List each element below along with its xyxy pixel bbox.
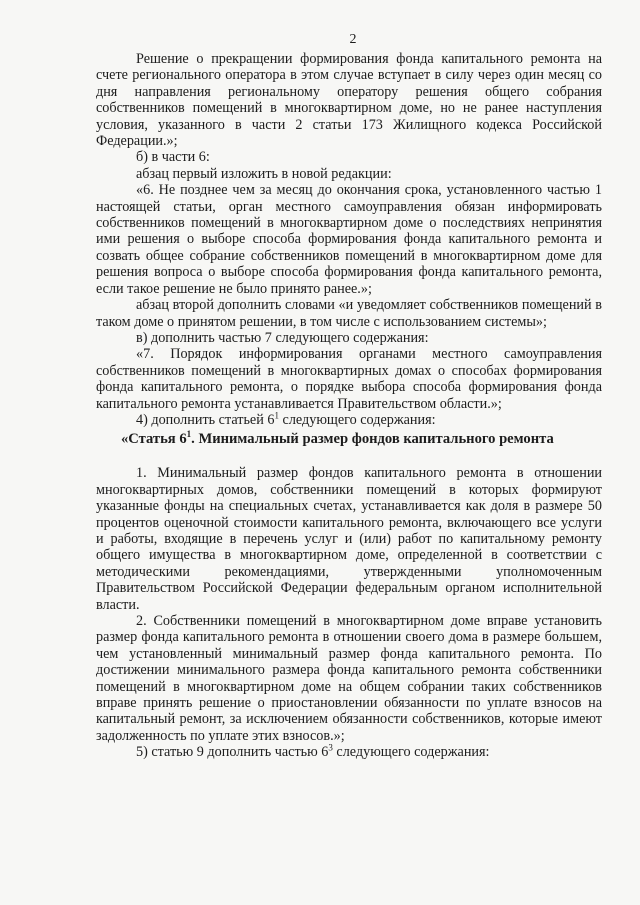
page-number: 2 xyxy=(349,32,357,47)
paragraph-item-v: в) дополнить частью 7 следующего содержания: xyxy=(136,329,429,346)
item-4-tail: следующего содержания: xyxy=(278,411,436,428)
article-heading xyxy=(96,431,602,448)
paragraph-item-4 xyxy=(96,412,602,428)
paragraph-second-abzac: абзац второй дополнить словами «и уведомляет собственников помещений в таком доме о принятом решении, в том числе с использованием системы»; xyxy=(96,297,602,330)
item-5-superscript: 3 xyxy=(328,742,333,753)
item-5-tail: следующего содержания: xyxy=(332,744,490,761)
article-heading-text: «Статья 6 xyxy=(121,431,187,448)
item-4-text: 4) дополнить статьей 6 xyxy=(136,411,275,428)
paragraph-item-b: б) в части 6: xyxy=(136,149,210,166)
paragraph-part-7: «7. Порядок информирования органами местного самоуправления собственников помещений в многоквартирных домах о способах формирования фонда капитального ремонта, о порядке выбора способа формирования фонда капитального ремонта устанавливается Правительством области.»; xyxy=(96,346,602,412)
article-heading-superscript: 1 xyxy=(186,429,192,440)
item-4-superscript: 1 xyxy=(274,410,279,421)
article-heading-tail: . Минимальный размер фондов капитального ремонта xyxy=(191,431,554,448)
paragraph-first-abzac: абзац первый изложить в новой редакции: xyxy=(136,165,392,182)
paragraph-item-5 xyxy=(96,744,602,760)
page-bottom-edge xyxy=(0,895,640,905)
item-5-text: 5) статью 9 дополнить частью 6 xyxy=(136,744,329,761)
paragraph-article-part-2: 2. Собственники помещений в многоквартирном доме вправе установить размер фонда капитального ремонта в отношении своего дома в размере большем, чем установленный минимальный размер фонда капитального ремонта. По достижении минимального размера фонда капитального ремонта собственники помещений в многоквартирном доме на общем собрании таких собственников вправе принять решение о приостановлении обязанности по уплате взносов на капитальный ремонт, за исключением обязанности собственников, которые имеют задолженность по уплате этих взносов.»; xyxy=(96,613,602,744)
paragraph-termination-decision: Решение о прекращении формирования фонда капитального ремонта на счете регионального оператора в этом случае вступает в силу через один месяц со дня направления региональному оператору решения общего собрания собственников помещений в многоквартирном доме, но не ранее наступления условия, указанного в части 2 статьи 173 Жилищного кодекса Российской Федерации.»; xyxy=(96,51,602,150)
paragraph-article-part-1: 1. Минимальный размер фондов капитального ремонта в отношении многоквартирных домов, собственники помещений в которых формируют указанные фонды на специальных счетах, устанавливается как доля в размере 50 процентов оценочной стоимости капитального ремонта, включающего все услуги и работы, входящие в перечень услуг и (или) работ по капитальному ремонту общего имущества в многоквартирном доме, определенной в соответствии с методическими рекомендациями, утвержденными уполномоченным Правительством Российской Федерации федеральным органом исполнительной власти. xyxy=(96,465,602,613)
paragraph-part-6: «6. Не позднее чем за месяц до окончания срока, установленного частью 1 настоящей статьи, орган местного самоуправления обязан информировать собственников помещений в многоквартирном доме о последствиях непринятия ими решения о выборе способа формирования фонда капитального ремонта и созвать общее собрание собственников помещений в многоквартирном доме для решения вопроса о выборе способа формирования фонда капитального ремонта, если такое решение не было принято ранее.»; xyxy=(96,182,602,297)
